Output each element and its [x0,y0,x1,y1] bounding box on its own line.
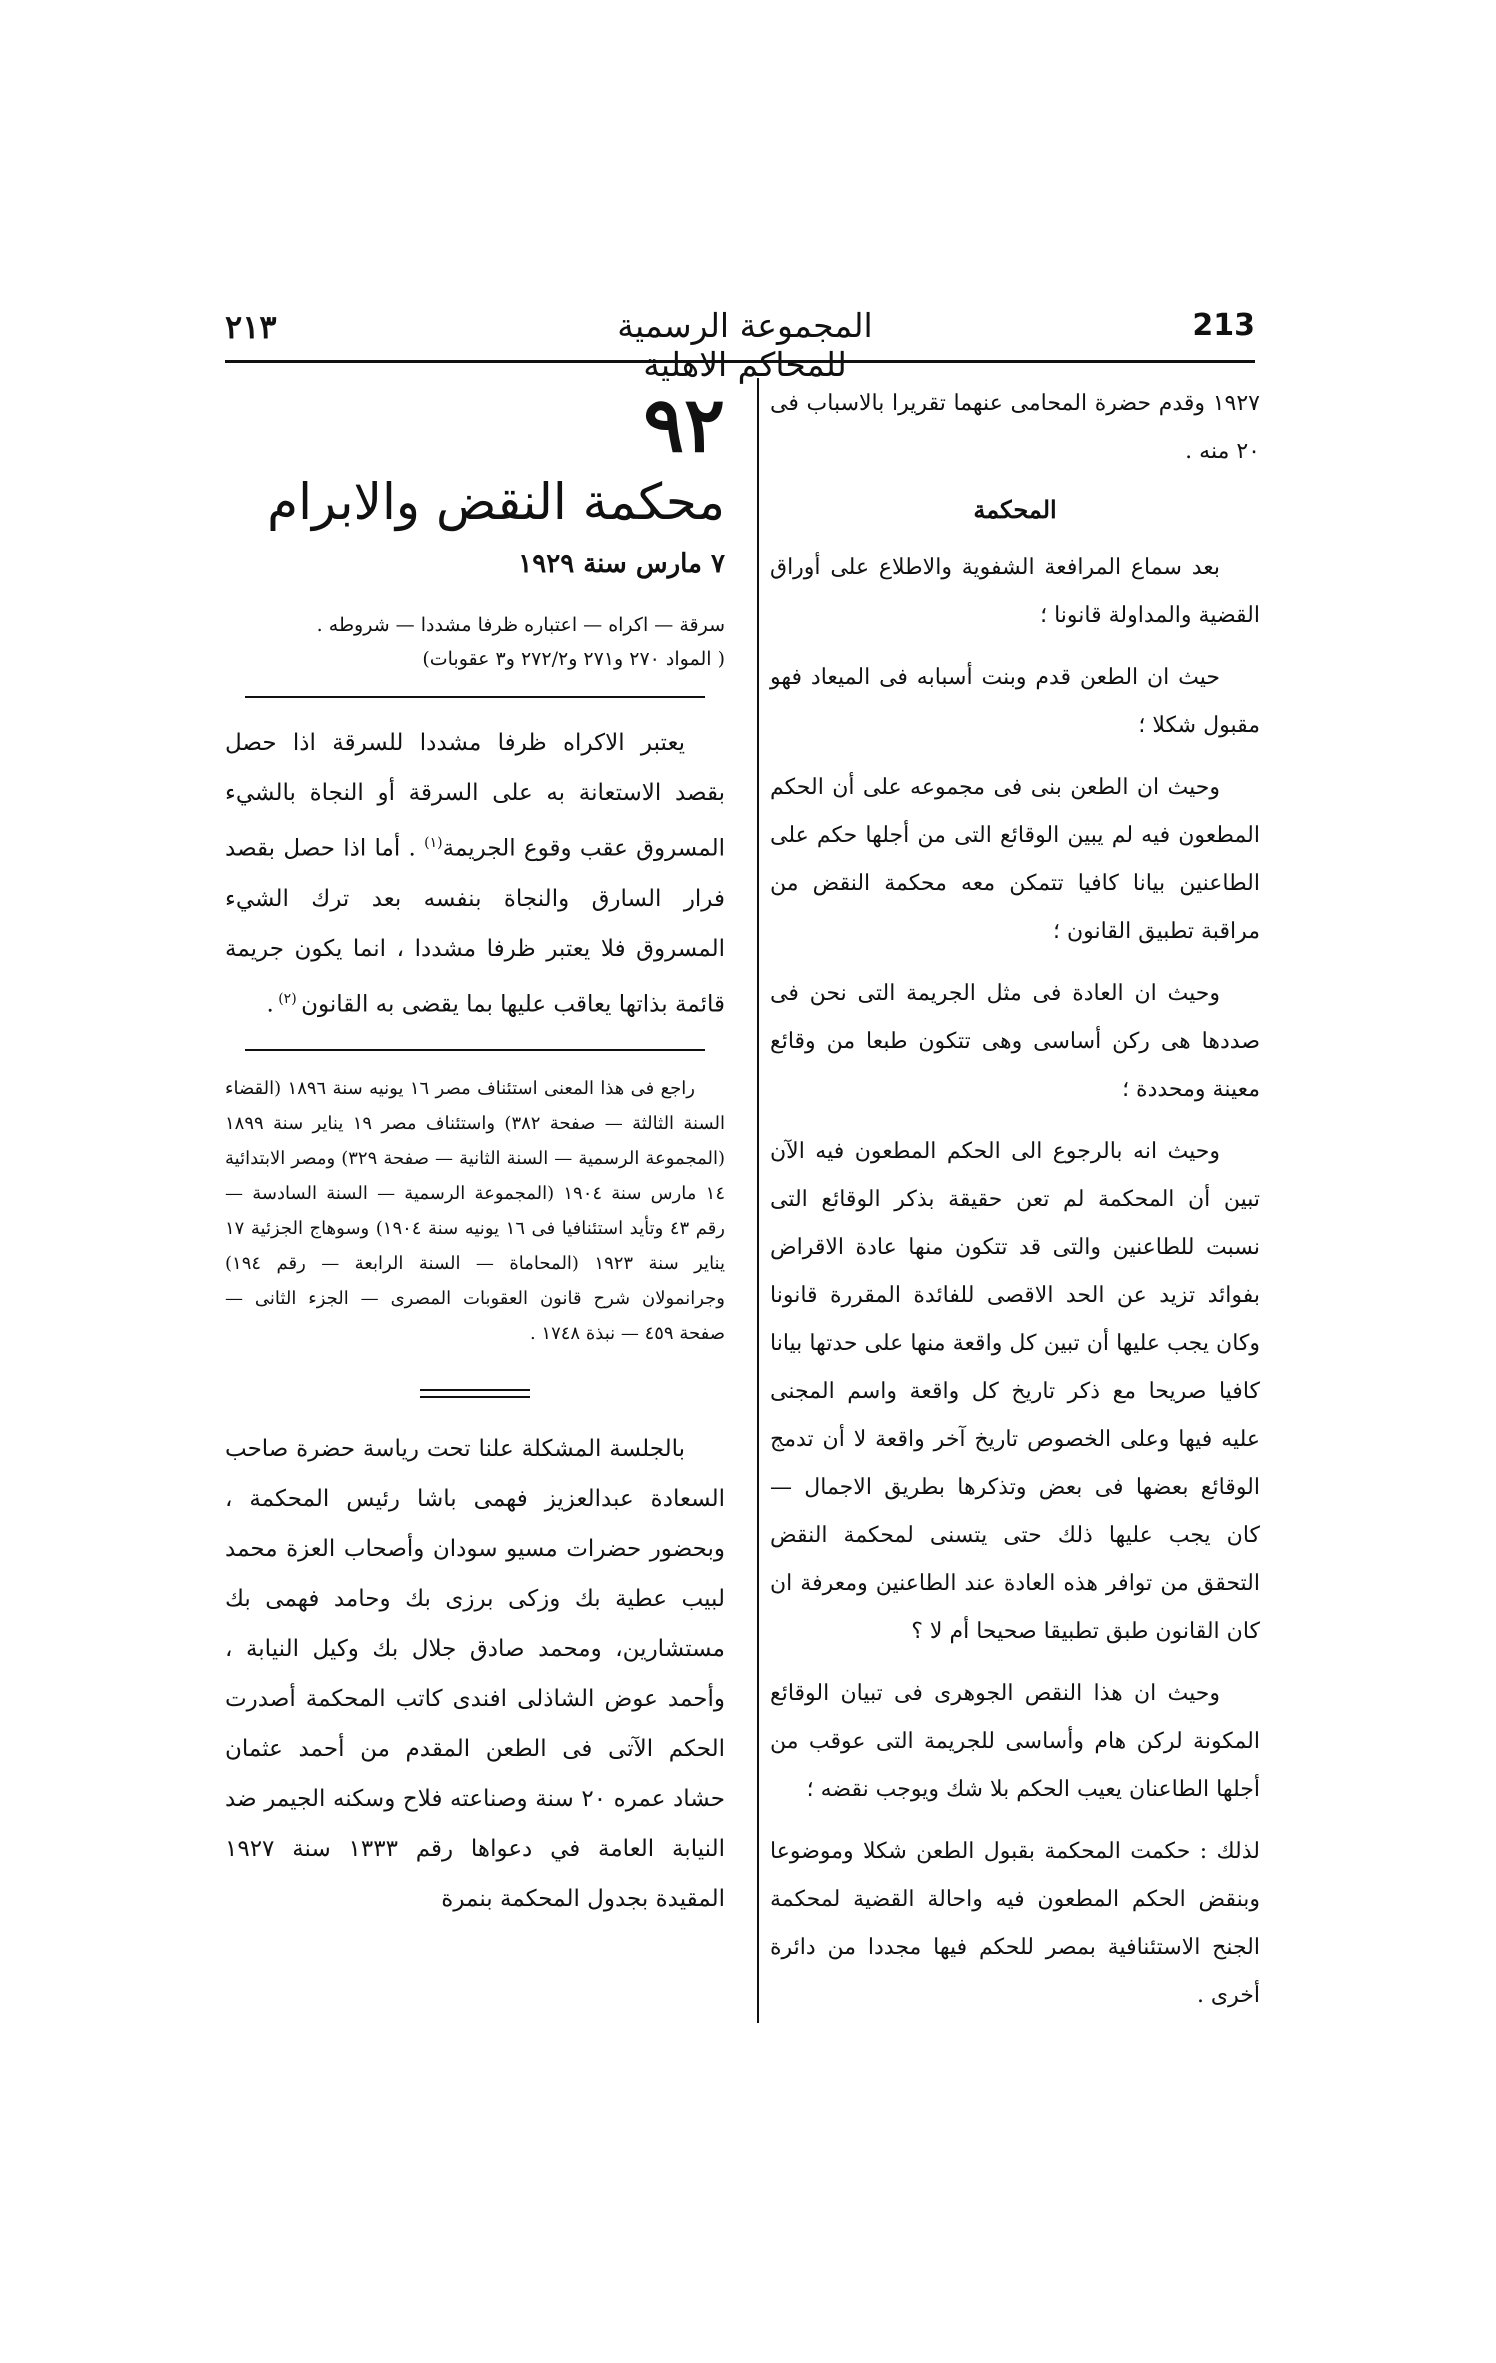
page-number-arabic: ٢١٣ [225,308,277,346]
header-rule [225,360,1255,363]
page-header [225,300,1255,384]
law-articles: ( المواد ٢٧٠ و٢٧١ و٢٧٢/٢ و٣ عقوبات) [422,648,725,670]
column-divider [757,378,759,2023]
paragraph-intro: ١٩٢٧ وقدم حضرة المحامى عنهما تقريرا بالاسباب فى ٢٠ منه . [770,391,1260,464]
session-paragraph: بالجلسة المشكلة علنا تحت رياسة حضرة صاحب السعادة عبدالعزيز فهمى باشا رئيس المحكمة ، وبحضور حضرات مسيو سودان وأصحاب العزة محمد لبيب عطية بك وزكى برزى بك وحامد فهمى بك مستشارين، ومحمد صادق جلال بك وكيل النيابة ، وأحمد عوض الشاذلى افندى كاتب المحكمة أصدرت الحكم الآتى فى الطعن المقدم من أحمد عثمان حشاد عمره ٢٠ سنة وصناعته فلاح وسكنه الجيمر ضد النيابة العامة في دعواها رقم ١٣٣٣ سنة ١٩٢٧ المقيدة بجدول المحكمة بنمرة [225,1436,726,1913]
section-heading: المحكمة [973,495,1057,524]
paragraph: حيث ان الطعن قدم وبنت أسبابه فى الميعاد فهو مقبول شكلا ؛ [770,665,1260,738]
publication-title: المجموعة الرسمية للمحاكم الاهلية [617,306,873,384]
principle-text: يعتبر الاكراه ظرفا مشددا للسرقة اذا حصل بقصد الاستعانة به على السرقة أو النجاة بالشيء المسروق عقب وقوع الجريمة [225,730,725,862]
left-column [225,380,725,1924]
page-number-latin: 213 [1192,308,1255,343]
paragraph: وحيث ان العادة فى مثل الجريمة التى نحن فى صددها هى ركن أساسى وهى تتكون طبعا من وقائع معينة ومحددة ؛ [770,981,1260,1102]
footnotes: راجع فى هذا المعنى استئناف مصر ١٦ يونيه سنة ١٨٩٦ (القضاء السنة الثالثة — صفحة ٣٨٢) واستئناف مصر ١٩ يناير سنة ١٨٩٩ (المجموعة الرسمية — السنة الثانية — صفحة ٣٢٩) ومصر الابتدائية ١٤ مارس سنة ١٩٠٤ (المجموعة الرسمية — السنة السادسة — رقم ٤٣ وتأيد استئنافيا فى ١٦ يونيه سنة ١٩٠٤) وسوهاج الجزئية ١٧ يناير سنة ١٩٢٣ (المحاماة — السنة الرابعة — رقم ١٩٤) وجرانمولان شرح قانون العقوبات المصرى — الجزء الثانى — صفحة ٤٥٩ — نبذة ١٧٤٨ . [225,1078,726,1345]
ruling-paragraph: لذلك : حكمت المحكمة بقبول الطعن شكلا وموضوعا وبنقض الحكم المطعون فيه واحالة القضية لمحكمة الجنح الاستئنافية بمصر للحكم فيها مجددا من دائرة أخرى . [770,1839,1260,2008]
paragraph: وحيث انه بالرجوع الى الحكم المطعون فيه الآن تبين أن المحكمة لم تعن حقيقة بذكر الوقائع التى نسبت للطاعنين والتى قد تتكون منها عادة الاقراض بفوائد تزيد عن الحد الاقصى للفائدة المقررة قانونا وكان يجب عليها أن تبين كل واقعة منها على حدتها بيانا كافيا صريحا مع ذكر تاريخ كل واقعة واسم المجنى عليه فيها وعلى الخصوص تاريخ آخر واقعة لا أن تدمج الوقائع بعضها فى بعض وتذكرها بطريق الاجمال — كان يجب عليها ذلك حتى يتسنى لمحكمة النقض التحقق من توافر هذه العادة عند الطاعنين ومعرفة ان كان القانون طبق تطبيقا صحيحا أم لا ؟ [770,1139,1260,1644]
paragraph: وحيث ان الطعن بنى فى مجموعه على أن الحكم المطعون فيه لم يبين الوقائع التى من أجلها حكم على الطاعنين بيانا كافيا تتمكن معه محكمة النقض من مراقبة تطبيق القانون ؛ [770,775,1260,944]
principle-end: . [266,991,274,1018]
double-rule [420,1389,530,1398]
footnote-ref: (٢) [273,990,302,1007]
legal-principle [225,718,725,1029]
judgment-date: ٧ مارس سنة ١٩٢٩ [518,549,725,579]
keywords: سرقة — اكراه — اعتباره ظرفا مشددا — شروطه . [316,614,725,636]
paragraph: وحيث ان هذا النقص الجوهرى فى تبيان الوقائع المكونة لركن هام وأساسى للجريمة التى عوقب من أجلها الطاعنان يعيب الحكم بلا شك ويوجب نقضه ؛ [770,1681,1260,1802]
footnote-ref: (١) [424,835,443,851]
section-rule [245,696,705,698]
court-name: محكمة النقض والابرام [267,473,725,531]
principle-text: . أما اذا حصل بقصد فرار السارق والنجاة بنفسه بعد ترك الشيء المسروق فلا يعتبر ظرفا مشددا ، انما يكون جريمة قائمة بذاتها يعاقب عليها بما يقضى به القانون [225,835,725,1018]
footnote-rule [245,1049,705,1051]
paragraph: بعد سماع المرافعة الشفوية والاطلاع على أوراق القضية والمداولة قانونا ؛ [770,555,1260,628]
right-column [770,380,1260,2034]
case-number: ٩٢ [643,380,725,469]
